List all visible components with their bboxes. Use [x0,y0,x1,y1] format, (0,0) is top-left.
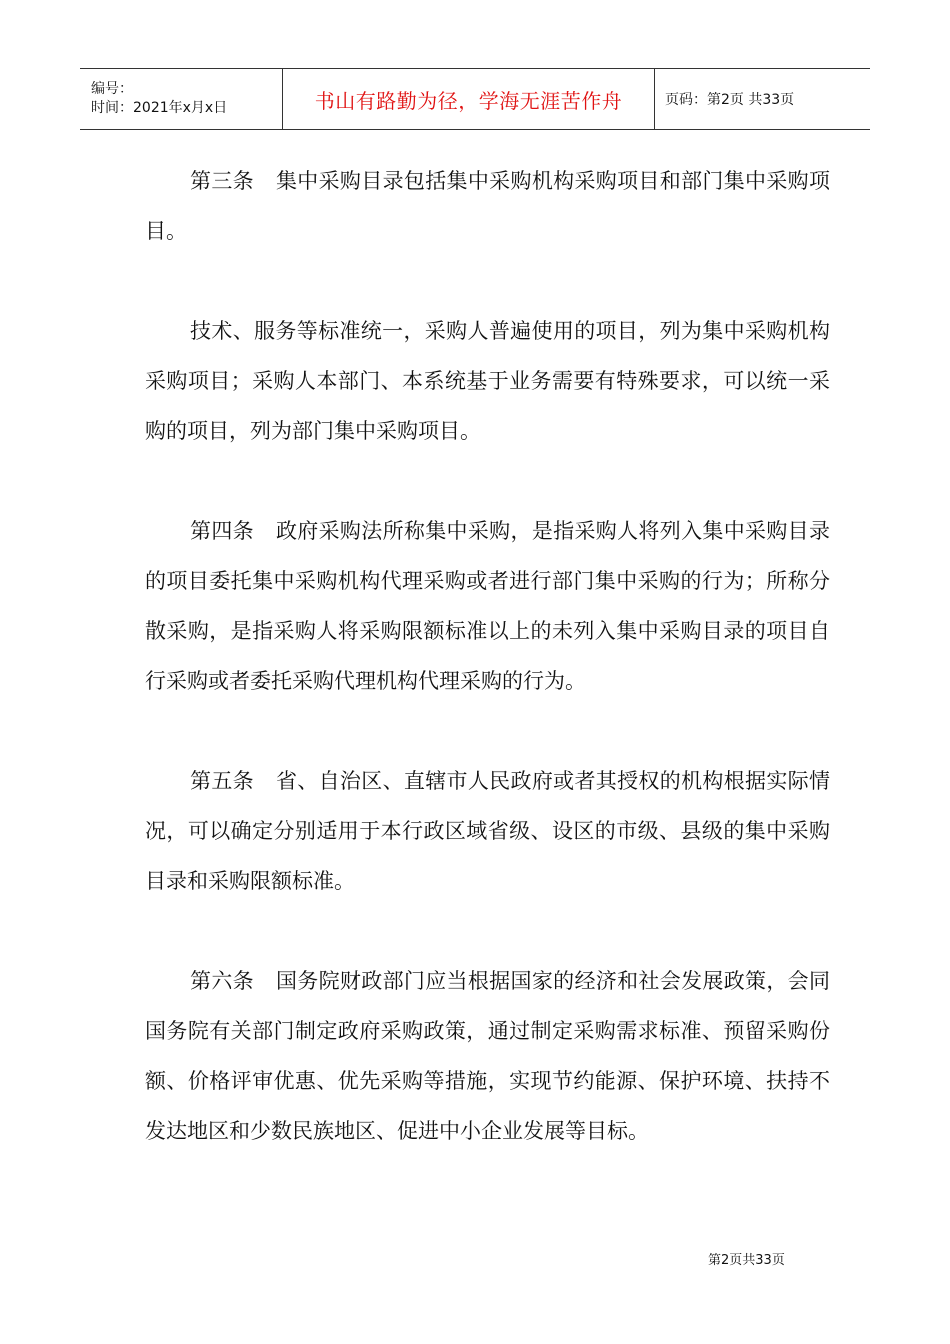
header-page-info: 页码：第2页 共33页 [665,92,795,108]
page-header [80,68,870,130]
article-text: 省、自治区、直辖市人民政府或者其授权的机构根据实际情况，可以确定分别适用于本行政区域省级、设区的市级、县级的集中采购目录和采购限额标准。 [145,769,831,893]
page-footer: 第2页共33页 [708,1253,785,1268]
article-number: 第六条 [190,969,254,993]
header-motto: 书山有路勤为径，学海无涯苦作舟 [282,69,655,129]
article-paragraph [145,156,830,256]
header-meta [80,69,282,129]
document-body [145,156,830,1206]
document-number-label: 编号： [91,81,133,97]
article-number: 第四条 [190,519,254,543]
article-number: 第五条 [190,769,254,793]
article-text: 国务院财政部门应当根据国家的经济和社会发展政策，会同国务院有关部门制定政府采购政策，通过制定采购需求标准、预留采购份额、价格评审优惠、优先采购等措施，实现节约能源、保护环境、扶持不发达地区和少数民族地区、促进中小企业发展等目标。 [145,969,831,1143]
document-time-label: 时间：2021年x月x日 [91,100,228,116]
article-paragraph [145,306,830,456]
article-paragraph [145,756,830,906]
article-number: 第三条 [190,169,254,193]
article-text: 技术、服务等标准统一，采购人普遍使用的项目，列为集中采购机构采购项目；采购人本部门、本系统基于业务需要有特殊要求，可以统一采购的项目，列为部门集中采购项目。 [145,319,830,443]
article-text: 集中采购目录包括集中采购机构采购项目和部门集中采购项目。 [145,169,831,243]
article-paragraph [145,956,830,1156]
article-paragraph [145,506,830,706]
article-text: 政府采购法所称集中采购，是指采购人将列入集中采购目录的项目委托集中采购机构代理采购或者进行部门集中采购的行为；所称分散采购，是指采购人将采购限额标准以上的未列入集中采购目录的项目自行采购或者委托采购代理机构代理采购的行为。 [145,519,831,693]
